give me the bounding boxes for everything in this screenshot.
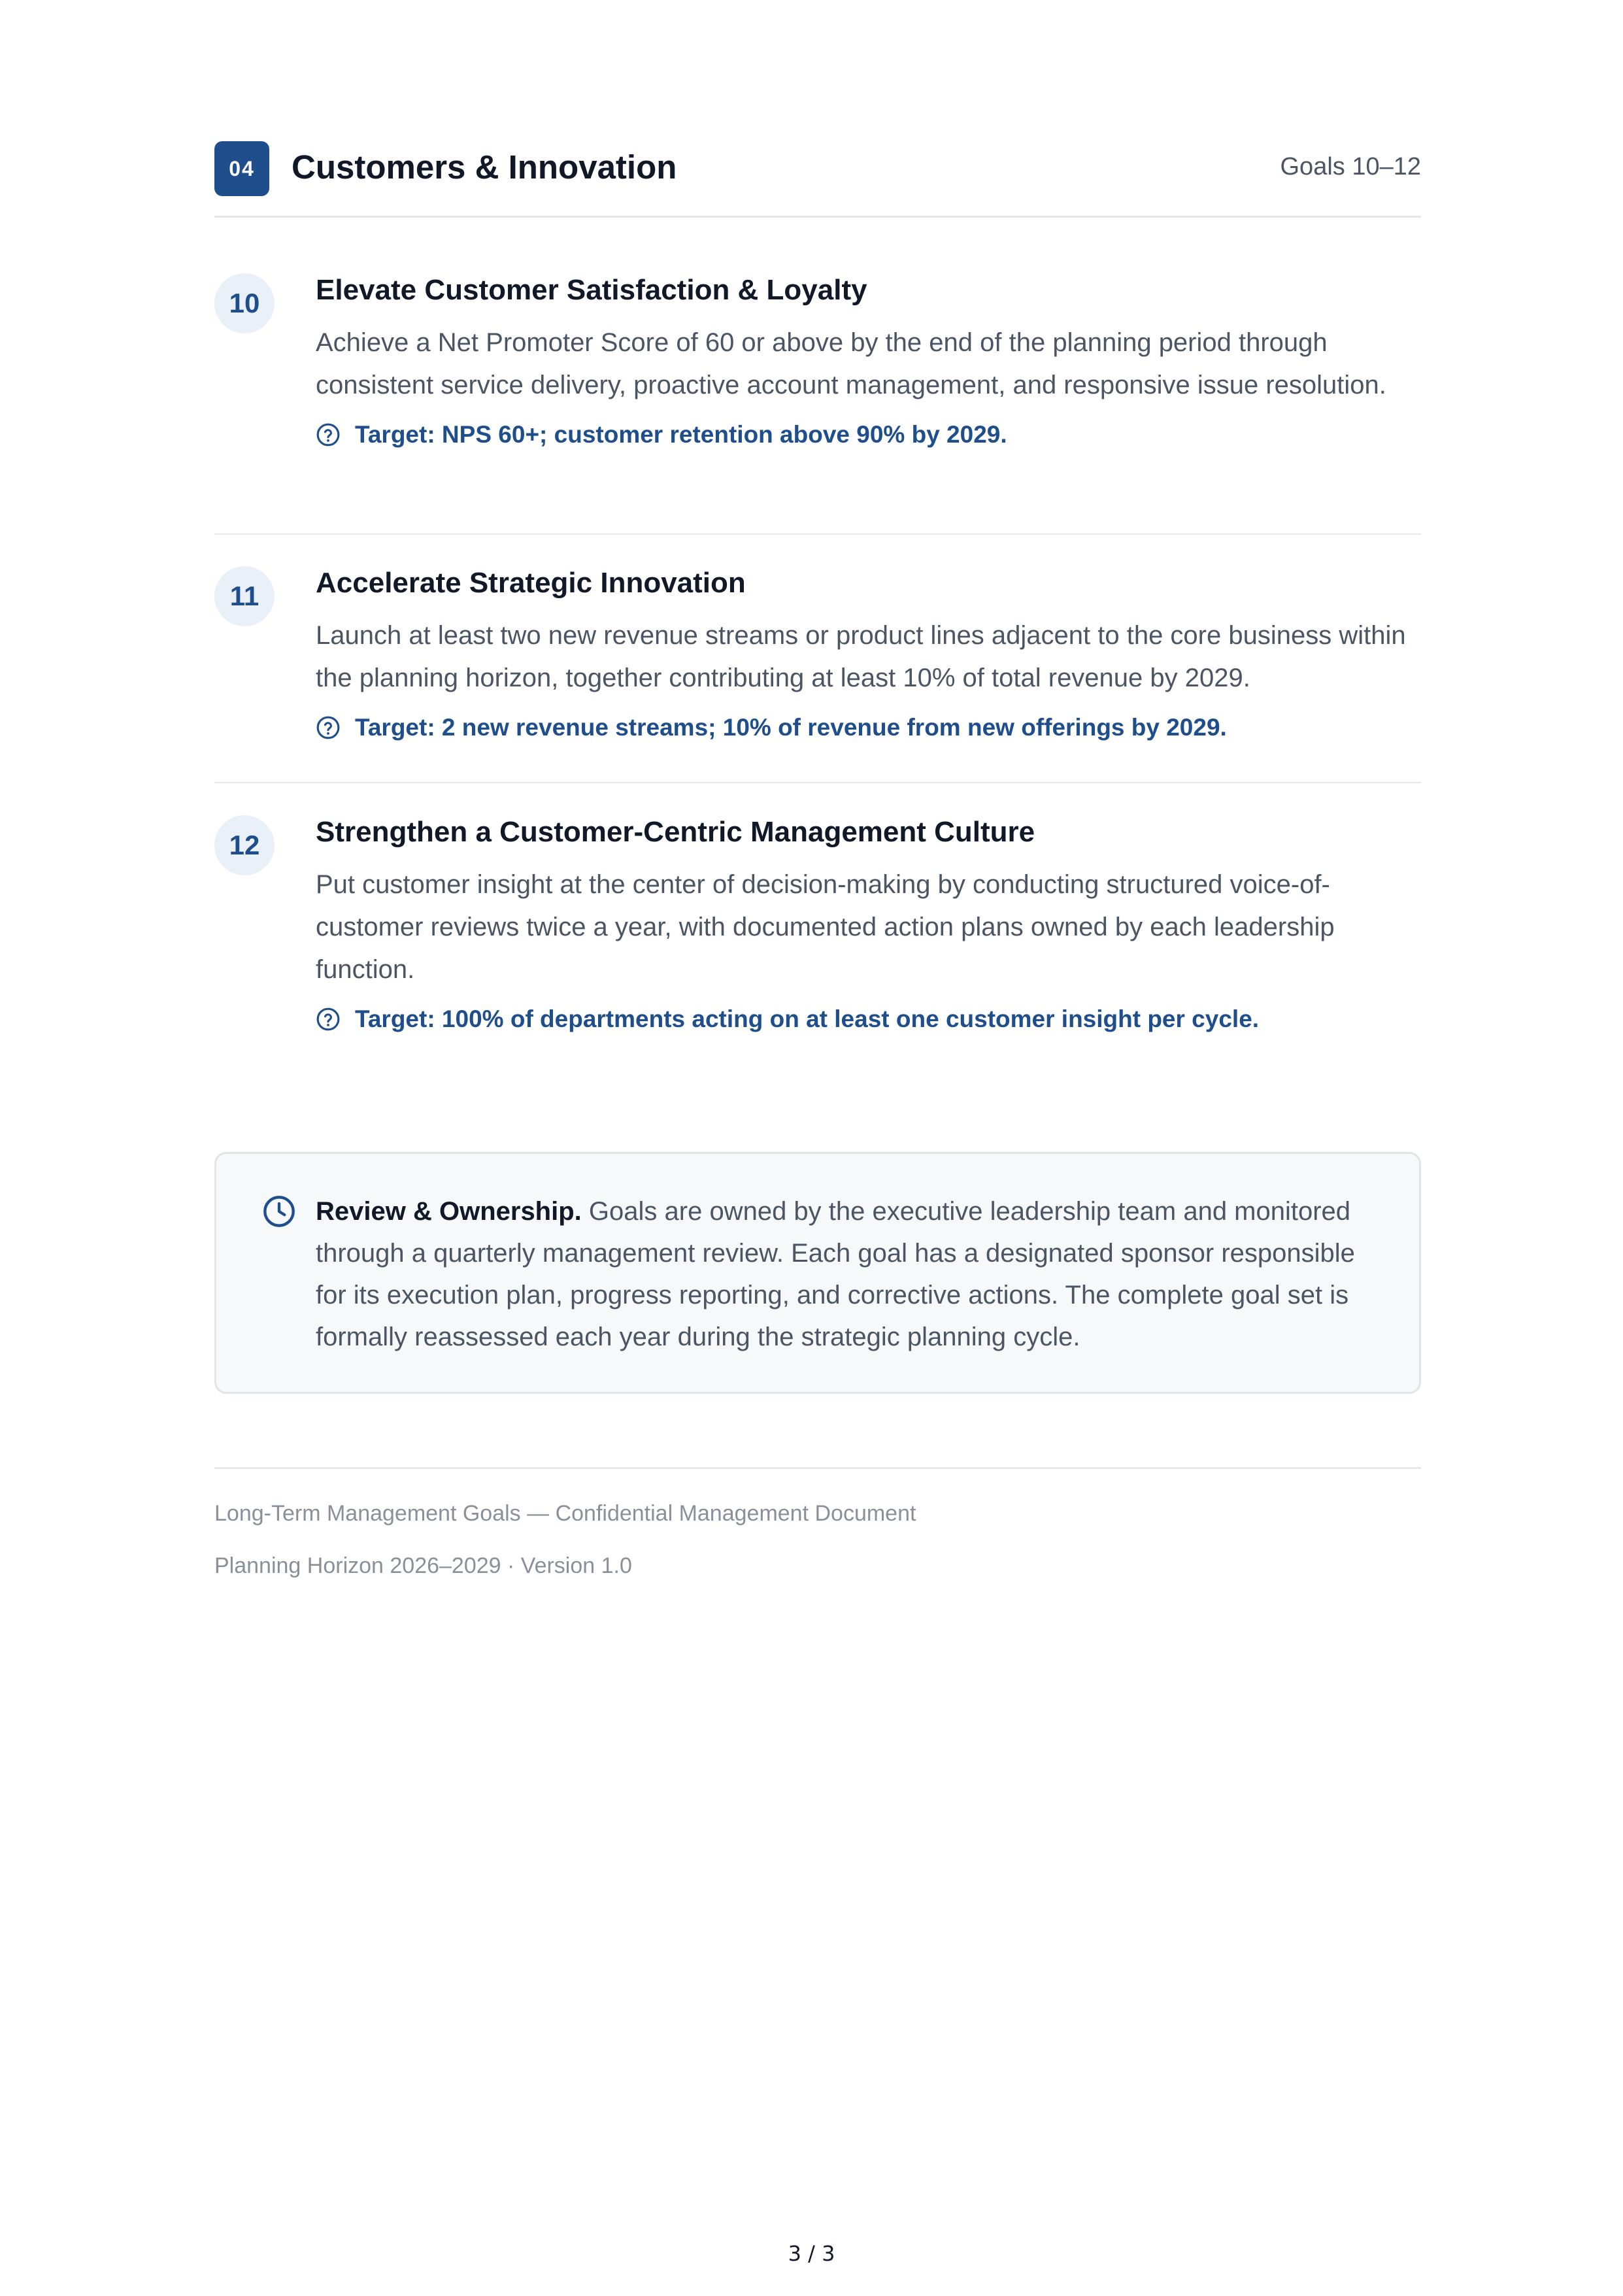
review-ownership-callout	[214, 1152, 1421, 1394]
goal-body	[316, 273, 1421, 448]
goal-body	[316, 815, 1421, 1033]
goal-number-badge: 11	[214, 566, 275, 626]
goal-target-text: Target: 100% of departments acting on at least one customer insight per cycle.	[355, 1005, 1260, 1032]
review-body: Goals are owned by the executive leadership team and monitored through a quarterly management review. Each goal has a designated sponsor responsible for its execution plan, progress reporting, and corrective actions. The complete goal set is formally reassessed each year during the strategic planning cycle.	[316, 1197, 1355, 1351]
section-number-badge: 04	[214, 141, 269, 196]
goal-item	[214, 273, 1421, 535]
goal-body	[316, 566, 1421, 741]
section-header	[214, 141, 1421, 218]
goal-target-text: Target: NPS 60+; customer retention above 90% by 2029.	[355, 421, 1007, 448]
goal-description: Put customer insight at the center of decision-making by conducting structured voice-of-customer reviews twice a year, with documented action plans owned by each leadership function.	[316, 870, 1335, 984]
goal-target	[316, 714, 1421, 741]
goal-description: Launch at least two new revenue streams or product lines adjacent to the core business within the planning horizon, together contributing at least 10% of total revenue by 2029.	[316, 621, 1406, 692]
goal-target-text: Target: 2 new revenue streams; 10% of revenue from new offerings by 2029.	[355, 714, 1227, 741]
section-goal-range: Goals 10–12	[1280, 153, 1421, 180]
question-circle-icon	[316, 1007, 341, 1032]
question-circle-icon	[316, 422, 341, 447]
review-text	[316, 1190, 1380, 1358]
document-page	[214, 0, 1421, 2296]
goal-title: Strengthen a Customer-Centric Management Culture	[316, 816, 1035, 848]
goal-description: Achieve a Net Promoter Score of 60 or above by the end of the planning period through consistent service delivery, proactive account management, and responsive issue resolution.	[316, 328, 1386, 399]
page-number: 3 / 3	[788, 2241, 835, 2266]
section-title: Customers & Innovation	[292, 148, 677, 186]
footer-document-title: Long-Term Management Goals — Confidential Management Document	[214, 1501, 916, 1526]
goal-target	[316, 421, 1421, 448]
footer-version: Planning Horizon 2026–2029 · Version 1.0	[214, 1553, 632, 1578]
goal-item	[214, 566, 1421, 783]
clock-icon	[262, 1194, 296, 1228]
goal-number-badge: 12	[214, 815, 275, 875]
goal-title: Accelerate Strategic Innovation	[316, 567, 746, 599]
footer-divider	[214, 1467, 1421, 1469]
review-label: Review & Ownership.	[316, 1197, 582, 1226]
goal-item	[214, 815, 1421, 1064]
question-circle-icon	[316, 715, 341, 740]
goal-number-badge: 10	[214, 273, 275, 333]
goal-title: Elevate Customer Satisfaction & Loyalty	[316, 274, 867, 306]
goal-target	[316, 1005, 1421, 1033]
